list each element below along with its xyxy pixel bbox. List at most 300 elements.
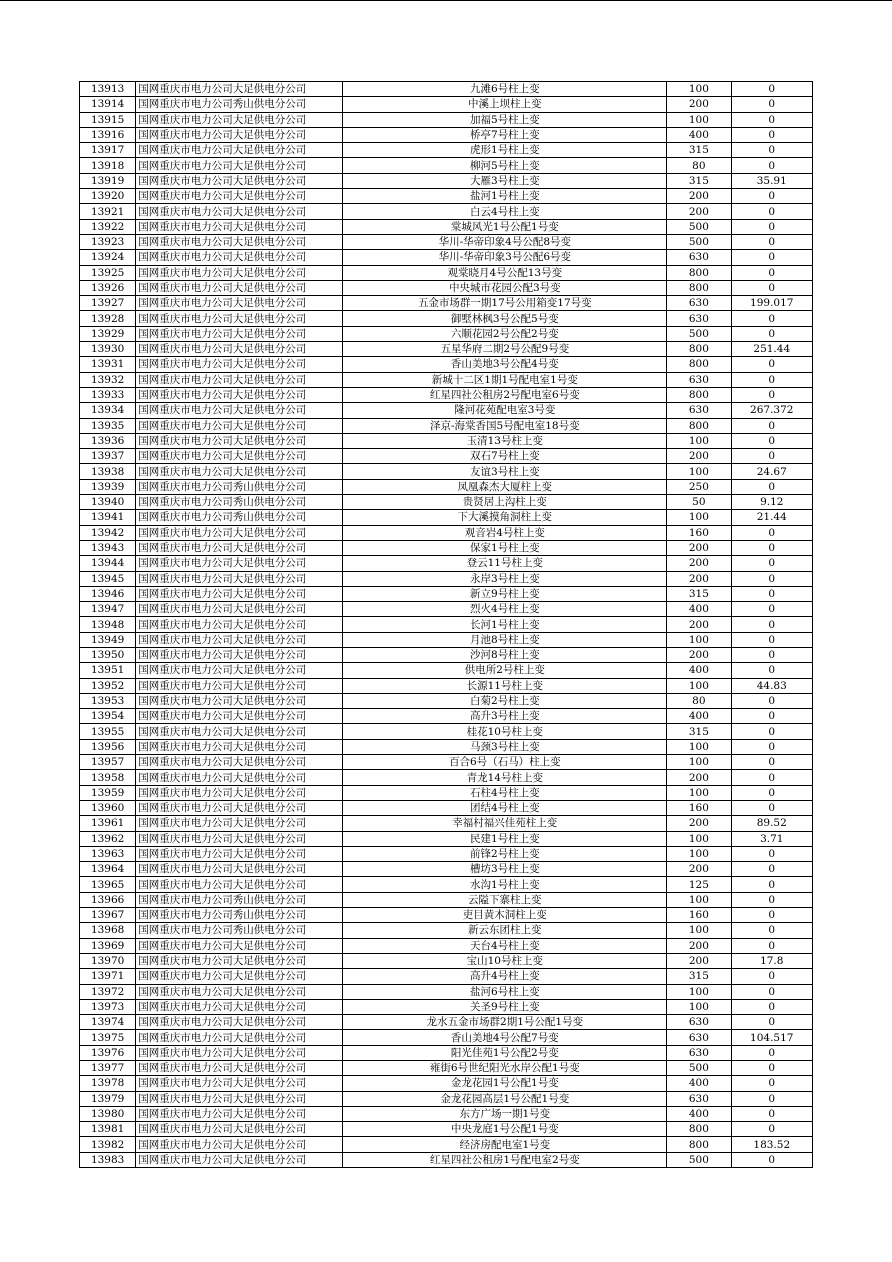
table-row	[80, 204, 813, 219]
transformer-name-cell: 中央龙庭1号公配1号变	[343, 1122, 667, 1137]
table-row	[80, 127, 813, 142]
capacity-cell: 200	[667, 938, 731, 953]
capacity-cell: 630	[667, 1091, 731, 1106]
page-top-rule	[0, 0, 892, 1]
row-id-cell: 13949	[80, 632, 136, 647]
value-cell: 0	[731, 143, 812, 158]
table-row	[80, 785, 813, 800]
table-row	[80, 1152, 813, 1167]
table-row	[80, 892, 813, 907]
transformer-name-cell: 经济房配电室1号变	[343, 1137, 667, 1152]
transformer-name-cell: 香山美地4号公配7号变	[343, 1030, 667, 1045]
row-id-cell: 13938	[80, 464, 136, 479]
company-cell: 国网重庆市电力公司大足供电分公司	[136, 831, 343, 846]
company-cell: 国网重庆市电力公司大足供电分公司	[136, 617, 343, 632]
table-row	[80, 449, 813, 464]
capacity-cell: 500	[667, 234, 731, 249]
table-row	[80, 938, 813, 953]
company-cell: 国网重庆市电力公司大足供电分公司	[136, 938, 343, 953]
table-row	[80, 953, 813, 968]
capacity-cell: 80	[667, 693, 731, 708]
value-cell: 3.71	[731, 831, 812, 846]
capacity-cell: 50	[667, 495, 731, 510]
capacity-cell: 800	[667, 1137, 731, 1152]
table-row	[80, 265, 813, 280]
capacity-cell: 200	[667, 449, 731, 464]
value-cell: 0	[731, 525, 812, 540]
table-row	[80, 693, 813, 708]
company-cell: 国网重庆市电力公司大足供电分公司	[136, 800, 343, 815]
capacity-cell: 100	[667, 999, 731, 1014]
value-cell: 0	[731, 189, 812, 204]
value-cell: 251.44	[731, 342, 812, 357]
company-cell: 国网重庆市电力公司大足供电分公司	[136, 342, 343, 357]
value-cell: 0	[731, 1045, 812, 1060]
row-id-cell: 13941	[80, 510, 136, 525]
row-id-cell: 13972	[80, 984, 136, 999]
table-row	[80, 586, 813, 601]
table-row	[80, 877, 813, 892]
company-cell: 国网重庆市电力公司大足供电分公司	[136, 219, 343, 234]
company-cell: 国网重庆市电力公司秀山供电分公司	[136, 892, 343, 907]
company-cell: 国网重庆市电力公司秀山供电分公司	[136, 923, 343, 938]
value-cell: 0	[731, 739, 812, 754]
table-row	[80, 800, 813, 815]
capacity-cell: 160	[667, 908, 731, 923]
value-cell: 0	[731, 770, 812, 785]
row-id-cell: 13940	[80, 495, 136, 510]
value-cell: 0	[731, 877, 812, 892]
capacity-cell: 800	[667, 265, 731, 280]
row-id-cell: 13924	[80, 250, 136, 265]
value-cell: 0	[731, 724, 812, 739]
transformer-name-cell: 虎形1号柱上变	[343, 143, 667, 158]
data-table	[79, 81, 813, 1168]
company-cell: 国网重庆市电力公司大足供电分公司	[136, 999, 343, 1014]
transformer-name-cell: 华川-华帝印象3号公配6号变	[343, 250, 667, 265]
value-cell: 0	[731, 617, 812, 632]
company-cell: 国网重庆市电力公司大足供电分公司	[136, 357, 343, 372]
capacity-cell: 250	[667, 479, 731, 494]
table-row	[80, 82, 813, 97]
company-cell: 国网重庆市电力公司大足供电分公司	[136, 464, 343, 479]
value-cell: 0	[731, 265, 812, 280]
transformer-name-cell: 桂花10号柱上变	[343, 724, 667, 739]
transformer-name-cell: 柳河5号柱上变	[343, 158, 667, 173]
capacity-cell: 630	[667, 1045, 731, 1060]
company-cell: 国网重庆市电力公司大足供电分公司	[136, 372, 343, 387]
value-cell: 0	[731, 908, 812, 923]
transformer-name-cell: 月池8号柱上变	[343, 632, 667, 647]
table-row	[80, 418, 813, 433]
row-id-cell: 13971	[80, 969, 136, 984]
value-cell: 104.517	[731, 1030, 812, 1045]
capacity-cell: 800	[667, 1122, 731, 1137]
table-row	[80, 510, 813, 525]
transformer-name-cell: 吏目黄木洞柱上变	[343, 908, 667, 923]
capacity-cell: 100	[667, 892, 731, 907]
company-cell: 国网重庆市电力公司大足供电分公司	[136, 755, 343, 770]
transformer-name-cell: 加福5号柱上变	[343, 112, 667, 127]
transformer-name-cell: 长河1号柱上变	[343, 617, 667, 632]
value-cell: 0	[731, 1076, 812, 1091]
company-cell: 国网重庆市电力公司大足供电分公司	[136, 647, 343, 662]
table-row	[80, 770, 813, 785]
row-id-cell: 13913	[80, 82, 136, 97]
transformer-name-cell: 华川-华帝印象4号公配8号变	[343, 234, 667, 249]
transformer-name-cell: 隆河花苑配电室3号变	[343, 403, 667, 418]
table-row	[80, 739, 813, 754]
company-cell: 国网重庆市电力公司大足供电分公司	[136, 280, 343, 295]
capacity-cell: 500	[667, 326, 731, 341]
company-cell: 国网重庆市电力公司大足供电分公司	[136, 540, 343, 555]
transformer-name-cell: 金龙花园1号公配1号变	[343, 1076, 667, 1091]
row-id-cell: 13943	[80, 540, 136, 555]
table-row	[80, 862, 813, 877]
transformer-name-cell: 盐河1号柱上变	[343, 189, 667, 204]
value-cell: 0	[731, 449, 812, 464]
transformer-name-cell: 新云东团柱上变	[343, 923, 667, 938]
company-cell: 国网重庆市电力公司大足供电分公司	[136, 525, 343, 540]
value-cell: 0	[731, 969, 812, 984]
transformer-name-cell: 民建1号柱上变	[343, 831, 667, 846]
row-id-cell: 13945	[80, 571, 136, 586]
capacity-cell: 100	[667, 846, 731, 861]
row-id-cell: 13944	[80, 556, 136, 571]
row-id-cell: 13926	[80, 280, 136, 295]
row-id-cell: 13934	[80, 403, 136, 418]
row-id-cell: 13916	[80, 127, 136, 142]
transformer-name-cell: 中央城市花园公配3号变	[343, 280, 667, 295]
capacity-cell: 400	[667, 602, 731, 617]
company-cell: 国网重庆市电力公司大足供电分公司	[136, 953, 343, 968]
value-cell: 199.017	[731, 296, 812, 311]
capacity-cell: 100	[667, 739, 731, 754]
value-cell: 0	[731, 158, 812, 173]
table-row	[80, 1137, 813, 1152]
capacity-cell: 315	[667, 143, 731, 158]
capacity-cell: 100	[667, 464, 731, 479]
company-cell: 国网重庆市电力公司秀山供电分公司	[136, 510, 343, 525]
table-row	[80, 647, 813, 662]
row-id-cell: 13936	[80, 433, 136, 448]
value-cell: 0	[731, 938, 812, 953]
capacity-cell: 200	[667, 97, 731, 112]
company-cell: 国网重庆市电力公司大足供电分公司	[136, 112, 343, 127]
table-row	[80, 663, 813, 678]
row-id-cell: 13942	[80, 525, 136, 540]
table-row	[80, 219, 813, 234]
company-cell: 国网重庆市电力公司大足供电分公司	[136, 296, 343, 311]
transformer-name-cell: 九滩6号柱上变	[343, 82, 667, 97]
company-cell: 国网重庆市电力公司大足供电分公司	[136, 418, 343, 433]
transformer-name-cell: 友谊3号柱上变	[343, 464, 667, 479]
capacity-cell: 315	[667, 173, 731, 188]
capacity-cell: 400	[667, 1106, 731, 1121]
table-row	[80, 923, 813, 938]
company-cell: 国网重庆市电力公司大足供电分公司	[136, 326, 343, 341]
company-cell: 国网重庆市电力公司大足供电分公司	[136, 250, 343, 265]
transformer-name-cell: 宝山10号柱上变	[343, 953, 667, 968]
capacity-cell: 800	[667, 280, 731, 295]
capacity-cell: 200	[667, 953, 731, 968]
table-row	[80, 571, 813, 586]
row-id-cell: 13967	[80, 908, 136, 923]
company-cell: 国网重庆市电力公司大足供电分公司	[136, 678, 343, 693]
table-row	[80, 846, 813, 861]
row-id-cell: 13915	[80, 112, 136, 127]
value-cell: 17.8	[731, 953, 812, 968]
capacity-cell: 200	[667, 617, 731, 632]
company-cell: 国网重庆市电力公司大足供电分公司	[136, 1045, 343, 1060]
table-row	[80, 1122, 813, 1137]
company-cell: 国网重庆市电力公司大足供电分公司	[136, 143, 343, 158]
row-id-cell: 13922	[80, 219, 136, 234]
value-cell: 0	[731, 433, 812, 448]
table-row	[80, 556, 813, 571]
value-cell: 0	[731, 387, 812, 402]
transformer-name-cell: 天台4号柱上变	[343, 938, 667, 953]
company-cell: 国网重庆市电力公司大足供电分公司	[136, 387, 343, 402]
company-cell: 国网重庆市电力公司大足供电分公司	[136, 1061, 343, 1076]
capacity-cell: 200	[667, 816, 731, 831]
capacity-cell: 315	[667, 969, 731, 984]
company-cell: 国网重庆市电力公司大足供电分公司	[136, 189, 343, 204]
value-cell: 0	[731, 1015, 812, 1030]
company-cell: 国网重庆市电力公司大足供电分公司	[136, 862, 343, 877]
transformer-name-cell: 白菊2号柱上变	[343, 693, 667, 708]
table-row	[80, 372, 813, 387]
table-row	[80, 112, 813, 127]
value-cell: 0	[731, 663, 812, 678]
transformer-name-cell: 槽坊3号柱上变	[343, 862, 667, 877]
value-cell: 0	[731, 479, 812, 494]
capacity-cell: 500	[667, 1152, 731, 1167]
transformer-name-cell: 泽京-海棠香国5号配电室18号变	[343, 418, 667, 433]
value-cell: 35.91	[731, 173, 812, 188]
company-cell: 国网重庆市电力公司秀山供电分公司	[136, 908, 343, 923]
capacity-cell: 100	[667, 785, 731, 800]
table-row	[80, 143, 813, 158]
transformer-name-cell: 红星四社公租房2号配电室6号变	[343, 387, 667, 402]
value-cell: 0	[731, 1122, 812, 1137]
capacity-cell: 630	[667, 311, 731, 326]
row-id-cell: 13932	[80, 372, 136, 387]
capacity-cell: 800	[667, 418, 731, 433]
transformer-name-cell: 盐河6号柱上变	[343, 984, 667, 999]
row-id-cell: 13946	[80, 586, 136, 601]
value-cell: 0	[731, 862, 812, 877]
row-id-cell: 13966	[80, 892, 136, 907]
transformer-name-cell: 永岸3号柱上变	[343, 571, 667, 586]
row-id-cell: 13937	[80, 449, 136, 464]
transformer-name-cell: 青龙14号柱上变	[343, 770, 667, 785]
capacity-cell: 100	[667, 510, 731, 525]
row-id-cell: 13931	[80, 357, 136, 372]
capacity-cell: 100	[667, 82, 731, 97]
table-row	[80, 969, 813, 984]
row-id-cell: 13961	[80, 816, 136, 831]
transformer-name-cell: 阳光佳苑1号公配2号变	[343, 1045, 667, 1060]
row-id-cell: 13963	[80, 846, 136, 861]
capacity-cell: 500	[667, 1061, 731, 1076]
row-id-cell: 13979	[80, 1091, 136, 1106]
table-body	[80, 82, 813, 1168]
value-cell: 0	[731, 800, 812, 815]
transformer-name-cell: 雍街6号世纪阳光水岸公配1号变	[343, 1061, 667, 1076]
transformer-name-cell: 棠城风光1号公配1号变	[343, 219, 667, 234]
company-cell: 国网重庆市电力公司大足供电分公司	[136, 265, 343, 280]
table-row	[80, 311, 813, 326]
value-cell: 0	[731, 418, 812, 433]
value-cell: 0	[731, 357, 812, 372]
capacity-cell: 200	[667, 770, 731, 785]
table-row	[80, 403, 813, 418]
value-cell: 0	[731, 556, 812, 571]
transformer-name-cell: 红星四社公租房1号配电室2号变	[343, 1152, 667, 1167]
capacity-cell: 630	[667, 1015, 731, 1030]
value-cell: 21.44	[731, 510, 812, 525]
transformer-name-cell: 中溪上坝柱上变	[343, 97, 667, 112]
transformer-name-cell: 百合6号（石马）柱上变	[343, 755, 667, 770]
row-id-cell: 13929	[80, 326, 136, 341]
capacity-cell: 200	[667, 862, 731, 877]
transformer-name-cell: 六顺花园2号公配2号变	[343, 326, 667, 341]
value-cell: 0	[731, 1061, 812, 1076]
transformer-name-cell: 保家1号柱上变	[343, 540, 667, 555]
row-id-cell: 13974	[80, 1015, 136, 1030]
row-id-cell: 13930	[80, 342, 136, 357]
value-cell: 0	[731, 540, 812, 555]
value-cell: 267.372	[731, 403, 812, 418]
transformer-name-cell: 高升3号柱上变	[343, 709, 667, 724]
company-cell: 国网重庆市电力公司大足供电分公司	[136, 846, 343, 861]
transformer-name-cell: 水沟1号柱上变	[343, 877, 667, 892]
table-row	[80, 540, 813, 555]
row-id-cell: 13969	[80, 938, 136, 953]
transformer-name-cell: 前锋2号柱上变	[343, 846, 667, 861]
transformer-name-cell: 新立9号柱上变	[343, 586, 667, 601]
capacity-cell: 200	[667, 540, 731, 555]
row-id-cell: 13978	[80, 1076, 136, 1091]
table-row	[80, 1030, 813, 1045]
table-row	[80, 280, 813, 295]
company-cell: 国网重庆市电力公司大足供电分公司	[136, 1152, 343, 1167]
row-id-cell: 13982	[80, 1137, 136, 1152]
value-cell: 0	[731, 112, 812, 127]
capacity-cell: 400	[667, 663, 731, 678]
capacity-cell: 500	[667, 219, 731, 234]
transformer-name-cell: 团结4号柱上变	[343, 800, 667, 815]
row-id-cell: 13980	[80, 1106, 136, 1121]
table-row	[80, 755, 813, 770]
row-id-cell: 13935	[80, 418, 136, 433]
table-row	[80, 831, 813, 846]
table-row	[80, 326, 813, 341]
value-cell: 0	[731, 204, 812, 219]
value-cell: 0	[731, 709, 812, 724]
value-cell: 0	[731, 923, 812, 938]
company-cell: 国网重庆市电力公司大足供电分公司	[136, 1137, 343, 1152]
company-cell: 国网重庆市电力公司大足供电分公司	[136, 586, 343, 601]
row-id-cell: 13947	[80, 602, 136, 617]
transformer-name-cell: 东方广场一期1号变	[343, 1106, 667, 1121]
value-cell: 0	[731, 326, 812, 341]
row-id-cell: 13960	[80, 800, 136, 815]
value-cell: 0	[731, 250, 812, 265]
table-row	[80, 999, 813, 1014]
table-row	[80, 632, 813, 647]
row-id-cell: 13983	[80, 1152, 136, 1167]
transformer-name-cell: 桥亭7号柱上变	[343, 127, 667, 142]
row-id-cell: 13933	[80, 387, 136, 402]
value-cell: 0	[731, 1106, 812, 1121]
company-cell: 国网重庆市电力公司大足供电分公司	[136, 1015, 343, 1030]
table-row	[80, 709, 813, 724]
value-cell: 89.52	[731, 816, 812, 831]
company-cell: 国网重庆市电力公司大足供电分公司	[136, 82, 343, 97]
value-cell: 0	[731, 647, 812, 662]
capacity-cell: 315	[667, 724, 731, 739]
value-cell: 0	[731, 372, 812, 387]
row-id-cell: 13958	[80, 770, 136, 785]
table-row	[80, 433, 813, 448]
row-id-cell: 13965	[80, 877, 136, 892]
capacity-cell: 160	[667, 525, 731, 540]
row-id-cell: 13968	[80, 923, 136, 938]
capacity-cell: 100	[667, 831, 731, 846]
transformer-name-cell: 幸福村福兴佳苑柱上变	[343, 816, 667, 831]
transformer-name-cell: 新城十二区1期1号配电室1号变	[343, 372, 667, 387]
row-id-cell: 13973	[80, 999, 136, 1014]
table-row	[80, 189, 813, 204]
company-cell: 国网重庆市电力公司大足供电分公司	[136, 433, 343, 448]
transformer-name-cell: 贵贤居上沟柱上变	[343, 495, 667, 510]
table-row	[80, 296, 813, 311]
row-id-cell: 13925	[80, 265, 136, 280]
row-id-cell: 13919	[80, 173, 136, 188]
table-row	[80, 602, 813, 617]
company-cell: 国网重庆市电力公司大足供电分公司	[136, 693, 343, 708]
transformer-name-cell: 关圣9号柱上变	[343, 999, 667, 1014]
company-cell: 国网重庆市电力公司大足供电分公司	[136, 556, 343, 571]
value-cell: 0	[731, 82, 812, 97]
company-cell: 国网重庆市电力公司大足供电分公司	[136, 1030, 343, 1045]
company-cell: 国网重庆市电力公司大足供电分公司	[136, 724, 343, 739]
value-cell: 0	[731, 755, 812, 770]
table-row	[80, 678, 813, 693]
capacity-cell: 630	[667, 403, 731, 418]
value-cell: 183.52	[731, 1137, 812, 1152]
company-cell: 国网重庆市电力公司秀山供电分公司	[136, 479, 343, 494]
row-id-cell: 13954	[80, 709, 136, 724]
company-cell: 国网重庆市电力公司大足供电分公司	[136, 984, 343, 999]
transformer-name-cell: 烈火4号柱上变	[343, 602, 667, 617]
value-cell: 0	[731, 602, 812, 617]
capacity-cell: 160	[667, 800, 731, 815]
row-id-cell: 13956	[80, 739, 136, 754]
value-cell: 9.12	[731, 495, 812, 510]
value-cell: 0	[731, 1152, 812, 1167]
table-row	[80, 1076, 813, 1091]
company-cell: 国网重庆市电力公司大足供电分公司	[136, 877, 343, 892]
company-cell: 国网重庆市电力公司大足供电分公司	[136, 816, 343, 831]
value-cell: 0	[731, 280, 812, 295]
table-row	[80, 1045, 813, 1060]
company-cell: 国网重庆市电力公司大足供电分公司	[136, 173, 343, 188]
company-cell: 国网重庆市电力公司秀山供电分公司	[136, 97, 343, 112]
company-cell: 国网重庆市电力公司大足供电分公司	[136, 785, 343, 800]
